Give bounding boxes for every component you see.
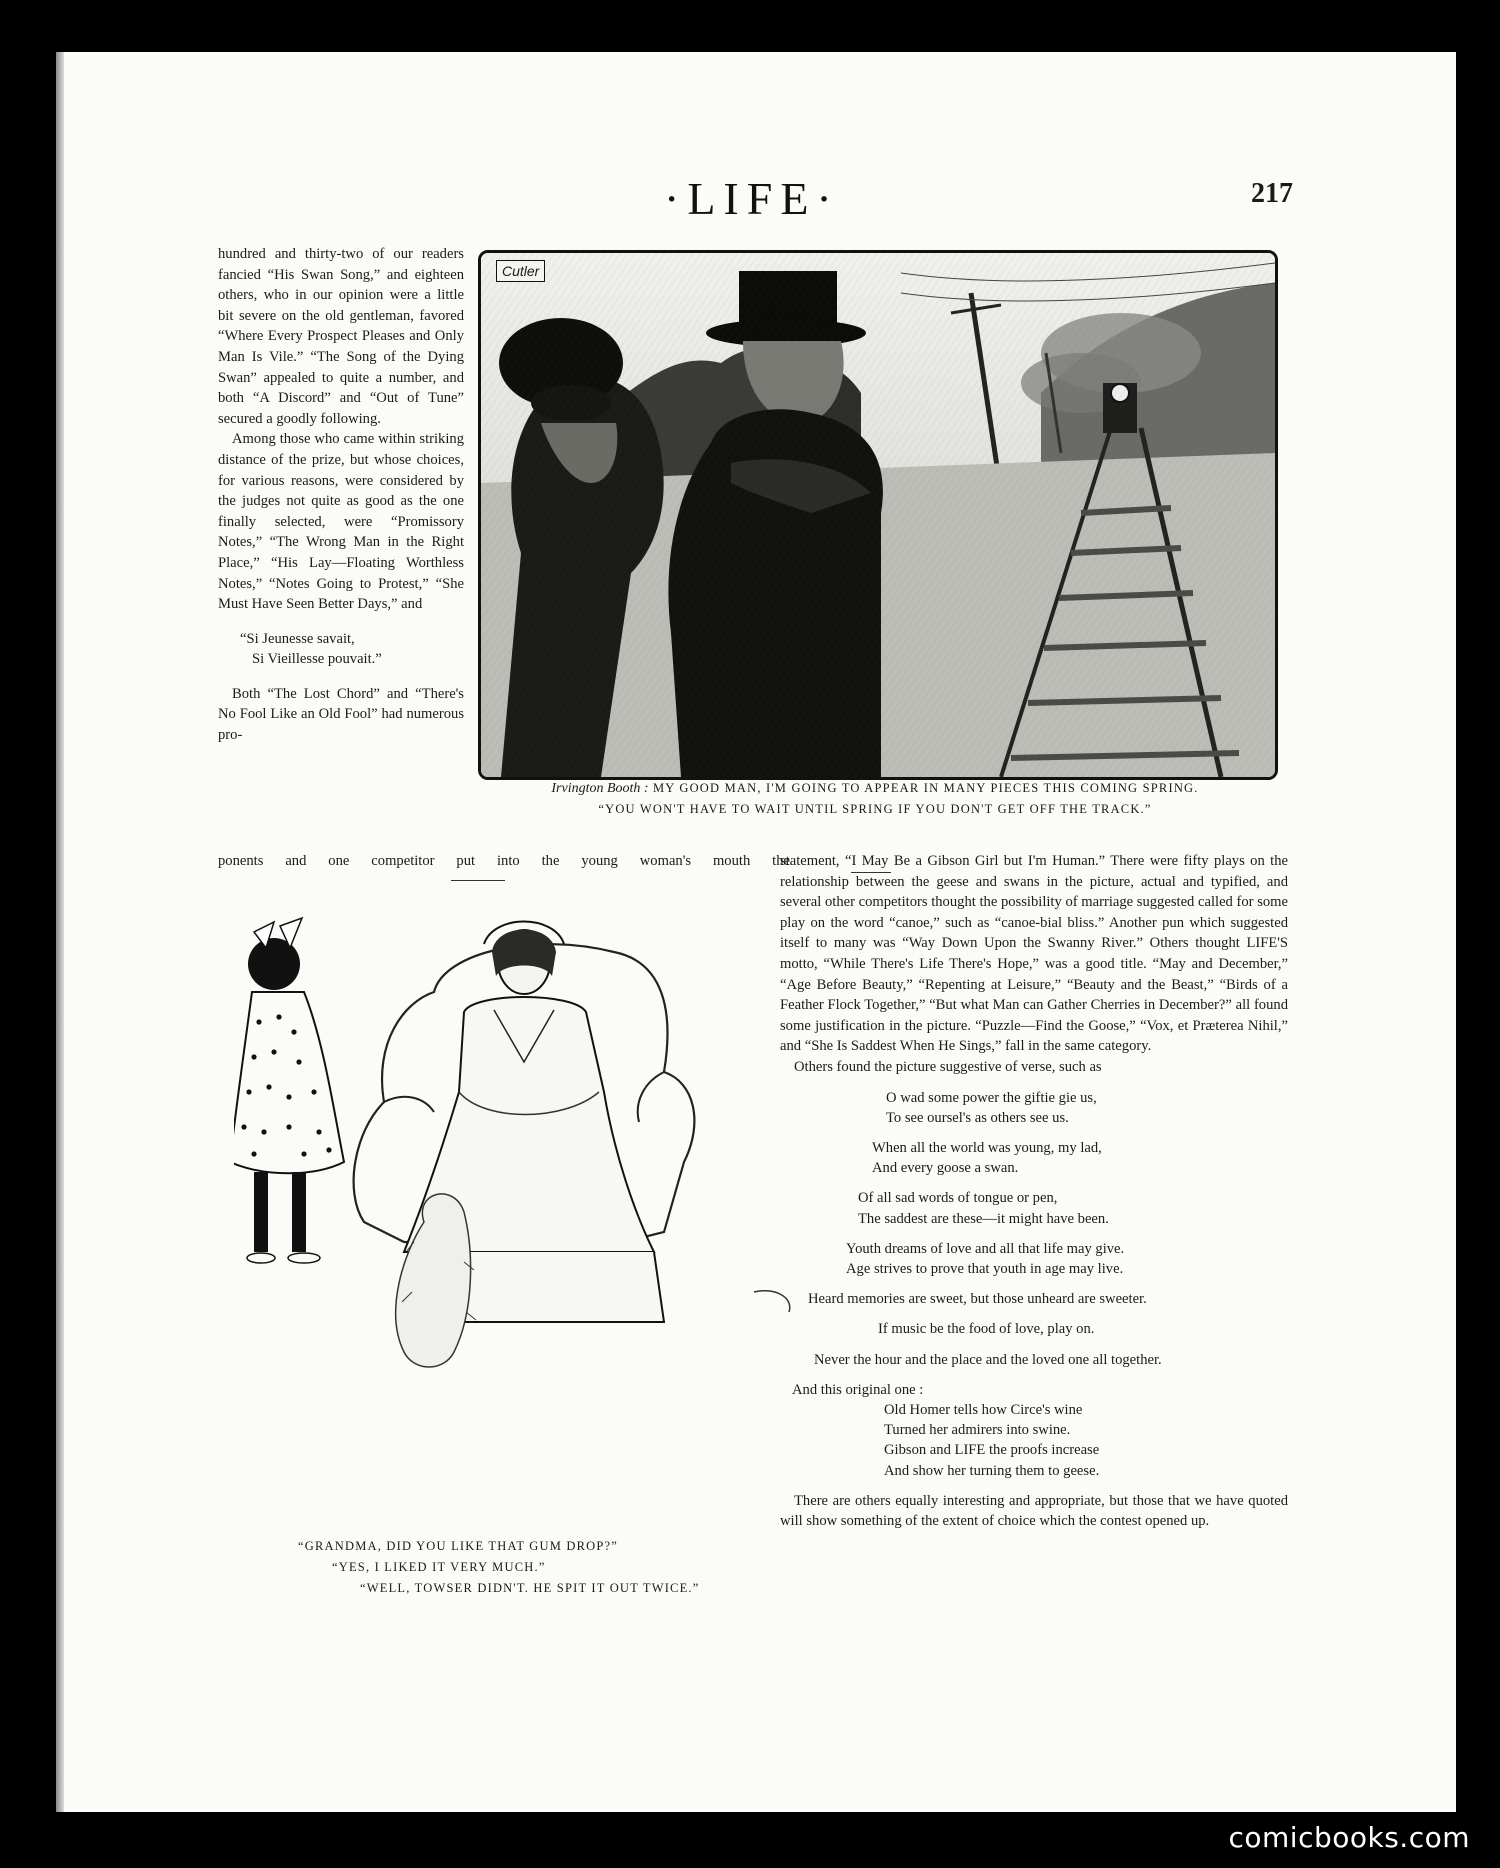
verse-block (780, 1138, 1288, 1178)
verse-line: Gibson and LIFE the proofs increase (884, 1442, 1100, 1459)
caption-text: MY GOOD MAN, I'M GOING TO APPEAR IN MANY PIECES THIS COMING SPRING. (652, 781, 1199, 795)
verse-line: “Si Jeunesse savait, (240, 630, 355, 647)
paragraph: Others found the picture suggestive of verse, such as (794, 1058, 1102, 1075)
caption-line: “GRANDMA, DID YOU LIKE THAT GUM DROP?” (298, 1539, 619, 1553)
caption-line (478, 778, 1272, 799)
verse-line: Age strives to prove that youth in age may live. (846, 1260, 1124, 1277)
caption-speaker: Irvington Booth : (551, 781, 649, 796)
verse-block (780, 1188, 1288, 1228)
verse-line: When all the world was young, my lad, (872, 1139, 1102, 1156)
top-illustration-caption (478, 778, 1272, 819)
magazine-page (56, 52, 1456, 1812)
page-header (56, 172, 1456, 242)
verse-line: Heard memories are sweet, but those unheard are sweeter. (808, 1291, 1147, 1308)
page-binding-edge (56, 52, 64, 1812)
bottom-illustration-caption (298, 1536, 798, 1599)
verse-block (780, 1239, 1288, 1279)
verse-line: Si Vieillesse pouvait.” (252, 651, 382, 668)
paragraph: Both “The Lost Chord” and “There's No Fool Like an Old Fool” had numerous pro- (218, 685, 464, 744)
top-illustration (478, 250, 1278, 780)
paragraph: There are others equally interesting and appropriate, but those that we have quoted will show something of the extent of choice which the contest opened up. (780, 1492, 1288, 1530)
verse-line: Youth dreams of love and all that life may give. (846, 1240, 1125, 1257)
verse-line: And this original one : (792, 1381, 924, 1398)
verse-line: And every goose a swan. (872, 1160, 1019, 1177)
original-verse-intro (780, 1380, 1288, 1400)
right-column-text (780, 851, 1288, 1532)
verse-line: Of all sad words of tongue or pen, (858, 1190, 1058, 1207)
spanning-line: ponents and one competitor put into the young woman's mouth the (218, 853, 790, 869)
paragraph: Among those who came within striking distance of the prize, but whose choices, for various reasons, were considered by the judges not quite as good as the one finally selected, were “Promissory Notes,” “The Wrong Man in the Right Place,” “His Lay—Floating Worthless Notes,” “Notes Going to Protest,” “She Must Have Seen Better Days,” and (218, 431, 464, 613)
verse-line: Never the hour and the place and the loved one all together. (814, 1351, 1162, 1368)
paragraph: statement, “I May Be a Gibson Girl but I'm Human.” There were fifty plays on the relationship between the geese and swans in the picture, actual and typified, and several other competitors thought the possibility of marriage suggested called for some play on the word “canoe,” such as “canoe-bial bliss.” Another pun which suggested itself to many was “Way Down Upon the Swanny River.” Others thought LIFE'S motto, “While There's Life There's Hope,” was a good title. “May and December,” “Age Before Beauty,” “Repenting at Leisure,” “Beauty and the Beast,” “Birds of a Feather Flock Together,” “But what Man can Gather Cherries in December?” all found some justification in the picture. “Puzzle—Find the Goose,” “Vox, et Præterea Nihil,” and “She Is Saddest When He Sings,” fall in the same category. (780, 853, 1288, 1055)
section-rule (451, 880, 505, 881)
verse-block (780, 1350, 1288, 1370)
left-column-text (218, 244, 464, 746)
railroad-scene-drawing (481, 253, 1275, 777)
verse-line: To see oursel's as others see us. (886, 1109, 1069, 1126)
bottom-illustration (234, 892, 814, 1412)
verse-block (780, 1289, 1288, 1309)
masthead-title: ·LIFE· (664, 173, 840, 224)
original-verse (780, 1400, 1288, 1481)
paragraph: hundred and thirty-two of our readers fancied “His Swan Song,” and eighteen others, who in our opinion were a little bit severe on the old gentleman, favored “Where Every Prospect Pleases and Only Man Is Vile.” “The Song of the Dying Swan” appealed to quite a number, and both “A Discord” and “Out of Tune” secured a goodly following. (218, 246, 464, 427)
caption-line: “YOU WON'T HAVE TO WAIT UNTIL SPRING IF YOU DON'T GET OFF THE TRACK.” (598, 802, 1152, 816)
verse-line: The saddest are these—it might have been. (858, 1210, 1109, 1227)
caption-line: “YES, I LIKED IT VERY MUCH.” (332, 1560, 546, 1574)
artist-signature: Cutler (496, 260, 545, 282)
verse-block (780, 1088, 1288, 1128)
verse-line: And show her turning them to geese. (884, 1462, 1100, 1479)
page-number: 217 (1251, 178, 1293, 209)
french-verse (240, 629, 464, 670)
verse-block (780, 1319, 1288, 1339)
caption-line: “WELL, TOWSER DIDN'T. HE SPIT IT OUT TWICE.” (360, 1581, 700, 1595)
verse-line: Turned her admirers into swine. (884, 1422, 1071, 1439)
quoted-verses (780, 1088, 1288, 1481)
grandma-and-girl-drawing (234, 892, 814, 1412)
verse-line: Old Homer tells how Circe's wine (884, 1401, 1083, 1418)
verse-line: O wad some power the giftie gie us, (886, 1089, 1097, 1106)
watermark: comicbooks.com (1228, 1821, 1470, 1854)
verse-line: If music be the food of love, play on. (878, 1321, 1095, 1338)
